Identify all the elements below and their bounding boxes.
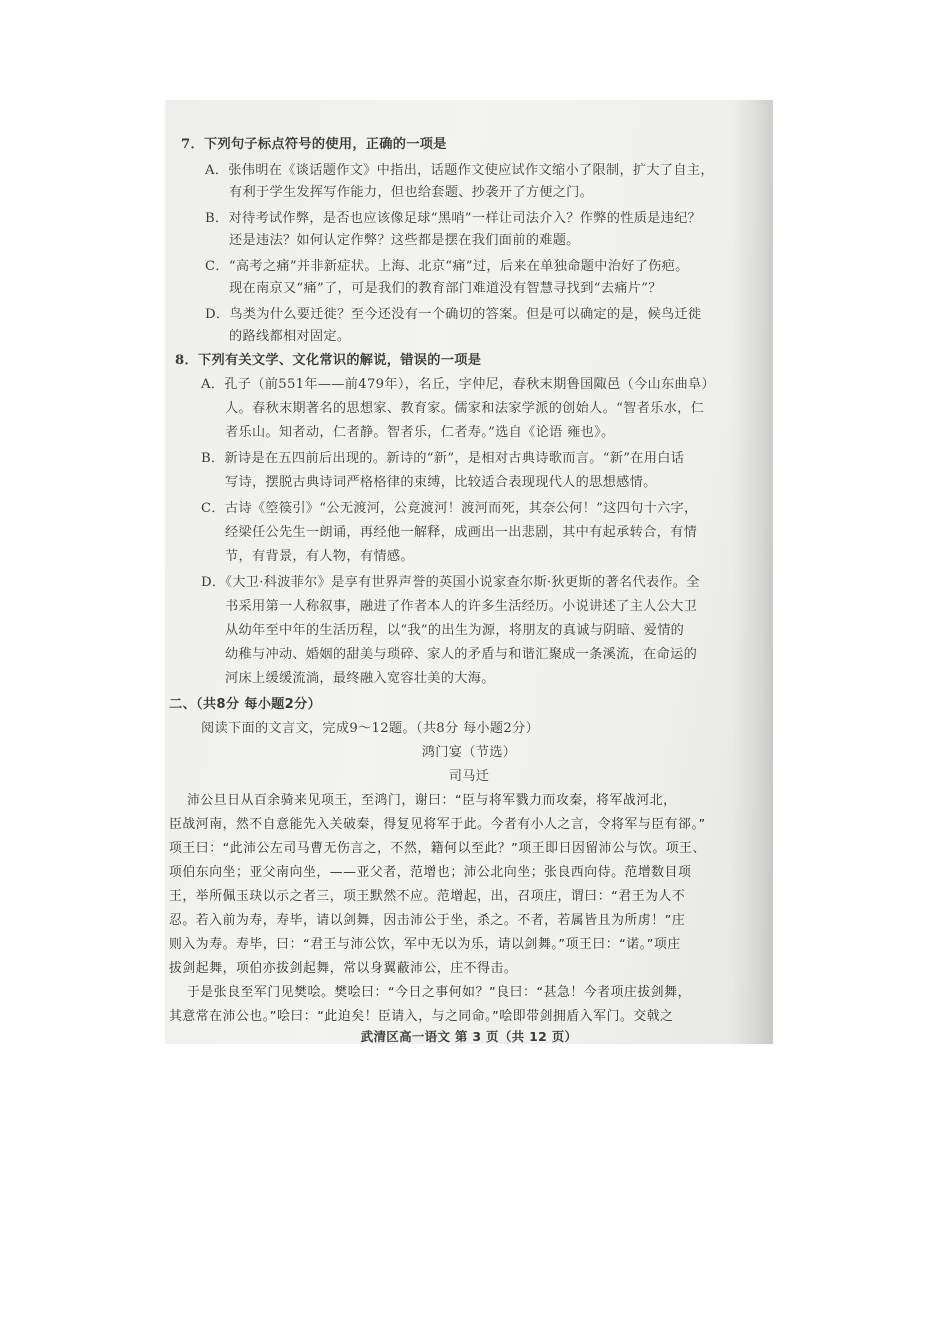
q7-option-b-line-1: B．对待考试作弊，是否也应该像足球“黑哨”一样让司法介入？作弊的性质是违纪？ <box>205 211 702 226</box>
passage-author: 司马迁 <box>448 769 490 784</box>
passage-p1-line-2: 臣战河南，然不自意能先入关破秦，得复见将军于此。今者有小人之言，令将军与臣有郤。” <box>169 817 706 832</box>
q8-option-b-line-2: 写诗，摆脱古典诗词严格格律的束缚，比较适合表现现代人的思想感情。 <box>225 475 657 490</box>
q7-option-d-line-2: 的路线都相对固定。 <box>229 329 351 344</box>
passage-p1-line-5: 王，举所佩玉玦以示之者三，项王默然不应。范增起，出，召项庄，谓曰：“君王为人不 <box>169 889 686 904</box>
q8-option-c-line-3: 节，有背景，有人物，有情感。 <box>225 549 414 564</box>
q8-option-d-line-1: D．《大卫·科波菲尔》是享有世界声誉的英国小说家查尔斯·狄更斯的著名代表作。全 <box>201 575 700 590</box>
q7-option-c-line-2: 现在南京又“痛”了，可是我们的教育部门难道没有智慧寻找到“去痛片”？ <box>229 281 662 296</box>
section-2-instruction: 阅读下面的文言文，完成9～12题。（共8分 每小题2分） <box>201 721 540 736</box>
q8-option-d-line-3: 从幼年至中年的生活历程，以“我”的出生为源，将朋友的真诚与阴暗、爱情的 <box>225 623 685 638</box>
q8-option-d-line-4: 幼稚与冲动、婚姻的甜美与琐碎、家人的矛盾与和谐汇聚成一条溪流，在命运的 <box>225 647 698 662</box>
q8-option-d-line-5: 河床上缓缓流淌，最终融入宽容壮美的大海。 <box>225 671 495 686</box>
q8-option-d-line-2: 书采用第一人称叙事，融进了作者本人的许多生活经历。小说讲述了主人公大卫 <box>225 599 698 614</box>
q7-option-b-line-2: 还是违法？如何认定作弊？这些都是摆在我们面前的难题。 <box>229 233 580 248</box>
q8-option-b-line-1: B．新诗是在五四前后出现的。新诗的“新”，是相对古典诗歌而言。“新”在用白话 <box>201 451 685 466</box>
passage-p1-line-8: 拔剑起舞，项伯亦拔剑起舞，常以身翼蔽沛公，庄不得击。 <box>169 961 518 976</box>
passage-p1-line-7: 则入为寿。寿毕，曰：“君王与沛公饮，军中无以为乐，请以剑舞。”项王曰：“诺。”项庄 <box>169 937 681 952</box>
page-fold-shadow <box>731 100 773 1044</box>
passage-p1-line-1: 沛公旦日从百余骑来见项王，至鸿门，谢曰：“臣与将军戮力而攻秦，将军战河北， <box>187 793 677 808</box>
q7-option-d-line-1: D．鸟类为什么要迁徙？至今还没有一个确切的答案。但是可以确定的是，候鸟迁徙 <box>205 307 702 322</box>
question-7-stem: 7．下列句子标点符号的使用，正确的一项是 <box>181 137 447 152</box>
q8-option-c-line-1: C．古诗《箜篌引》“公无渡河，公竟渡河！渡河而死，其奈公何！”这四句十六字， <box>201 501 698 516</box>
q8-option-a-line-2: 人。春秋末期著名的思想家、教育家。儒家和法家学派的创始人。“智者乐水，仁 <box>225 401 705 416</box>
q7-option-a-line-1: A．张伟明在《谈话题作文》中指出，话题作文使应试作文缩小了限制，扩大了自主， <box>205 163 714 178</box>
passage-p1-line-4: 项伯东向坐；亚父南向坐，——亚父者，范增也；沛公北向坐；张良西向侍。范增数目项 <box>169 865 692 880</box>
q7-option-c-line-1: C．“高考之痛”并非新症状。上海、北京“痛”过，后来在单独命题中治好了伤疤。 <box>205 259 689 274</box>
passage-p2-line-1: 于是张良至军门见樊哙。樊哙曰：“今日之事何如？”良曰：“甚急！今者项庄拔剑舞， <box>187 985 691 1000</box>
passage-p2-line-2: 其意常在沛公也。”哙曰：“此迫矣！臣请入，与之同命。”哙即带剑拥盾入军门。交戟之 <box>169 1009 674 1024</box>
passage-p1-line-6: 忍。若入前为寿，寿毕，请以剑舞，因击沛公于坐，杀之。不者，若属皆且为所虏！”庄 <box>169 913 686 928</box>
q7-option-a-line-2: 有利于学生发挥写作能力，但也给套题、抄袭开了方便之门。 <box>229 185 594 200</box>
passage-p1-line-3: 项王曰：“此沛公左司马曹无伤言之，不然，籍何以至此？”项王即日因留沛公与饮。项王、 <box>169 841 706 856</box>
question-8-stem: 8．下列有关文学、文化常识的解说，错误的一项是 <box>175 353 482 368</box>
q8-option-a-line-3: 者乐山。知者动，仁者静。智者乐，仁者寿。”选自《论语 雍也》。 <box>225 425 615 440</box>
scanned-page <box>165 100 773 1044</box>
section-2-heading: 二、（共8分 每小题2分） <box>169 697 322 712</box>
page-footer: 武清区高一语文 第 3 页（共 12 页） <box>360 1029 578 1044</box>
passage-title: 鸿门宴（节选） <box>421 745 517 760</box>
q8-option-c-line-2: 经梁任公先生一朗诵，再经他一解释，成画出一出悲剧，其中有起承转合，有情 <box>225 525 698 540</box>
q8-option-a-line-1: A．孔子（前551年——前479年），名丘，字仲尼，春秋末期鲁国陬邑（今山东曲阜） <box>201 377 715 392</box>
